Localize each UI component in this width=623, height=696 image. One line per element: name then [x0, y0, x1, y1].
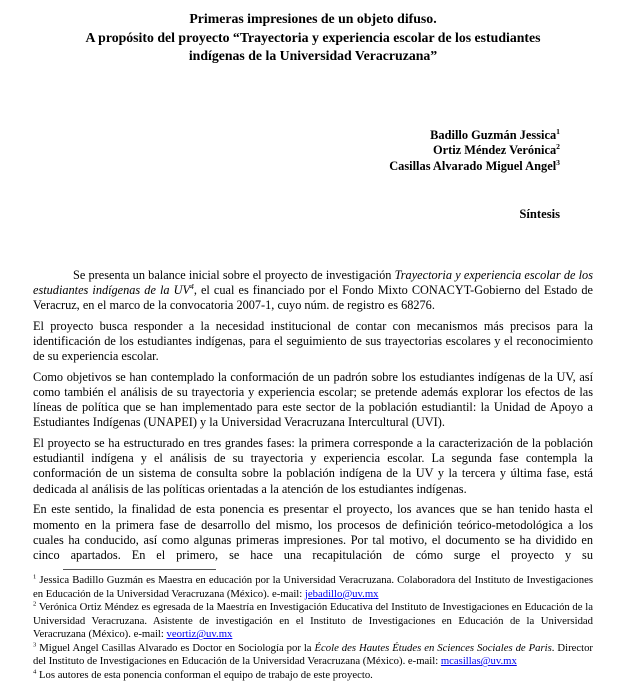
footnote-ref-4: 4	[190, 281, 194, 291]
document-title	[33, 10, 593, 66]
title-line-3: indígenas de la Universidad Veracruzana”	[188, 48, 438, 63]
paragraph-4: El proyecto se ha estructurado en tres grandes fases: la primera corresponde a la caracterización de la población estudiantil indígena y el análisis de su trayectoria y experiencia escolar. La segunda fase contempla la conformación de un sistema de consulta sobre la población indígena de la UV y la tercera y última fase, está dedicada al análisis de las políticas orientadas a la atención de los estudiantes indígenas.	[33, 436, 593, 496]
footnote-ref-1: 1	[556, 126, 560, 136]
author-list	[33, 128, 593, 175]
footnote-number: 2	[33, 600, 37, 608]
author-name-text: Ortiz Méndez Verónica	[432, 143, 557, 157]
footnote-text: Verónica Ortiz Méndez es egresada de la Maestría en Investigación Educativa del Instituto de Investigaciones en Educación de la Universidad Veracruzana. Asistente de investigación en el Instituto de Investigaciones en Educación de la Universidad Veracruzana (México). e-mail:	[33, 601, 593, 641]
paragraph-2: El proyecto busca responder a la necesidad institucional de contar con mecanismos más precisos para la identificación de los estudiantes indígenas, para el seguimiento de sus trayectorias escolares y el reconocimiento de su experiencia escolar.	[33, 318, 593, 364]
footnote-1	[33, 574, 593, 601]
author-name-3	[33, 159, 560, 175]
paragraph-1	[33, 268, 593, 314]
footnote-text: Jessica Badillo Guzmán es Maestra en educación por la Universidad Veracruzana. Colaboradora del Instituto de Investigaciones en Educación de la Universidad Veracruzana (México). e-mail:	[33, 574, 593, 600]
footnote-text: Los autores de esta ponencia conforman el equipo de trabajo de este proyecto.	[36, 668, 373, 681]
institution-name-italic: École des Hautes Études en Sciences Sociales de Paris	[314, 641, 552, 654]
email-link-jebadillo[interactable]: jebadillo@uv.mx	[304, 587, 379, 600]
footnote-separator	[63, 569, 216, 570]
footnote-4	[33, 669, 593, 683]
project-title-italic: Trayectoria y experiencia escolar de los estudiantes indígenas de la UV	[33, 267, 593, 297]
footnote-2	[33, 601, 593, 642]
title-line-2: A propósito del proyecto “Trayectoria y experiencia escolar de los estudiantes	[85, 29, 541, 45]
paragraph-1-text: Se presenta un balance inicial sobre el proyecto de investigación	[73, 267, 395, 282]
author-name-1	[33, 128, 560, 144]
email-link-veortiz[interactable]: veortiz@uv.mx	[166, 628, 233, 641]
author-name-2	[33, 143, 560, 159]
footnotes-section	[33, 574, 593, 682]
paragraph-1-text: , el cual es financiado por el Fondo Mixto CONACYT-Gobierno del Estado de Veracruz, en el marco de la convocatoria 2007-1, cuyo núm. de registro es 68276.	[33, 282, 593, 312]
email-link-mcasillas[interactable]: mcasillas@uv.mx	[440, 655, 517, 668]
abstract-body	[33, 268, 593, 564]
footnote-3	[33, 642, 593, 669]
footnote-ref-3: 3	[556, 157, 560, 167]
footnote-number: 3	[33, 641, 37, 649]
footnote-ref-2: 2	[556, 141, 560, 151]
author-name-text: Badillo Guzmán Jessica	[430, 127, 557, 142]
footnote-text: . Director del Instituto de Investigaciones en Educación de la Universidad Veracruzana (México). e-mail:	[33, 641, 593, 668]
paragraph-3: Como objetivos se han contemplado la conformación de un padrón sobre los estudiantes indígenas de la UV, así como también el análisis de su trayectoria y experiencia escolar; se pretende además explorar los efectos de las líneas de política que se han implementado para este sector de la población estudiantil: la Unidad de Apoyo a Estudiantes Indígenas (UNAPEI) y la Universidad Veracruzana Intercultural (UVI).	[33, 369, 593, 430]
footnote-text: Miguel Angel Casillas Alvarado es Doctor en Sociología por la	[36, 641, 315, 654]
footnote-number: 1	[33, 573, 37, 581]
paragraph-5: En este sentido, la finalidad de esta ponencia es presentar el proyecto, los avances que se han tenido hasta el momento en la primera fase de desarrollo del mismo, los procesos de definición teórico-metodológica a los cuales ha conducido, así como algunas primeras impresiones. Por tal motivo, el documento se ha dividido en cinco apartados. En el primero, se hace una recapitulación de cómo surge el proyecto y su	[33, 502, 593, 562]
footnote-number: 4	[33, 668, 37, 676]
section-heading: Síntesis	[519, 207, 560, 221]
author-name-text: Casillas Alvarado Miguel Angel	[389, 158, 557, 173]
title-line-1: Primeras impresiones de un objeto difuso.	[189, 11, 437, 26]
